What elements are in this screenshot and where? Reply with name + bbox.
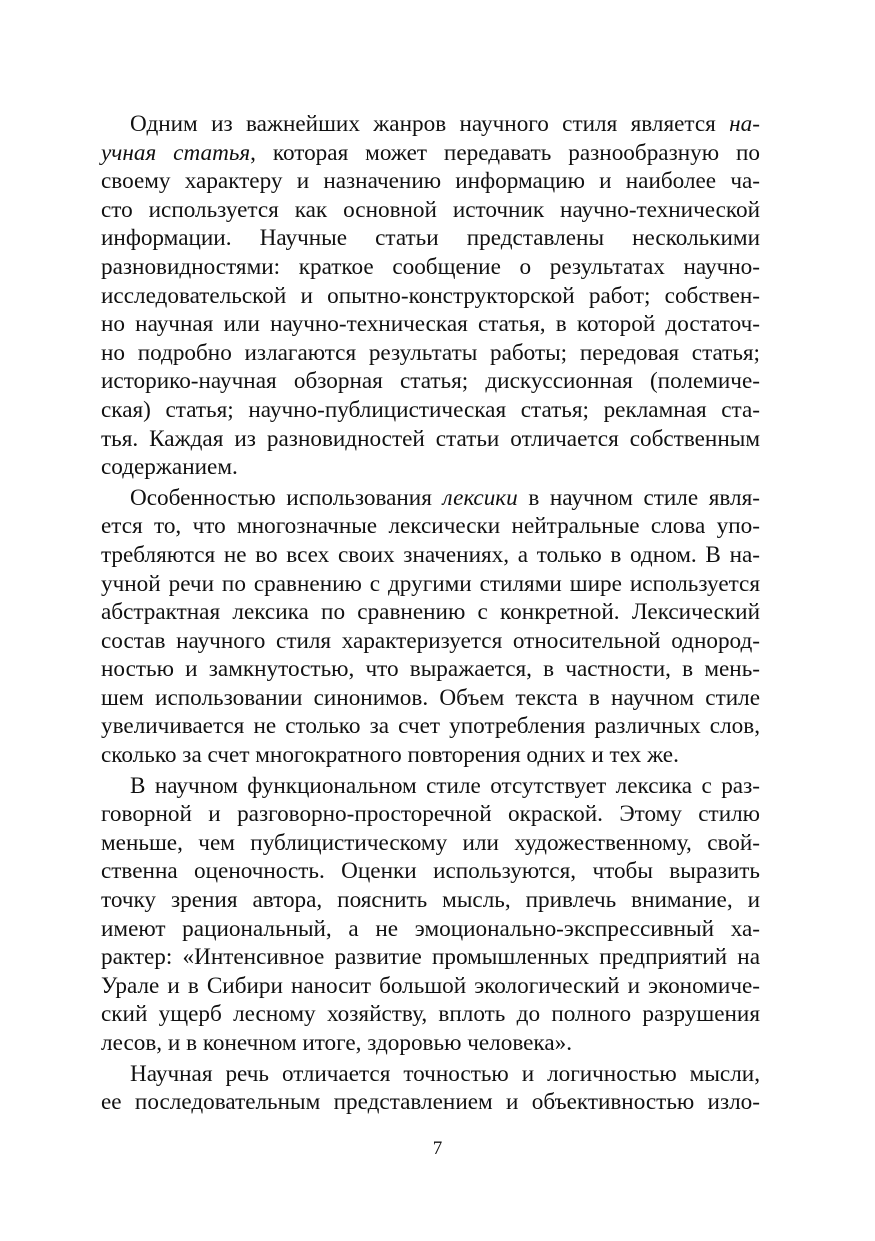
text-line: ский ущерб лесному хозяйству, вплоть до полного разрушения [101,1001,760,1028]
text-line: ская) статья; научно-публицистическая статья; рекламная ста- [101,396,760,423]
text-line: историко-научная обзорная статья; дискуссионная (полемиче- [101,368,760,395]
text-line: ственна оценочность. Оценки используются, чтобы выразить [101,858,760,885]
text-line: Урале и в Сибири наносит большой экологический и экономиче- [101,972,760,999]
text-line: тья. Каждая из разновидностей статьи отличается собственным [101,425,760,452]
text-line: разновидностями: краткое сообщение о результатах научно- [101,253,760,280]
text-line: меньше, чем публицистическому или художественному, свой- [101,829,760,856]
text-line: Особенностью использования лексики в научном стиле явля- [130,484,760,511]
paragraph [101,772,760,1058]
paragraph [101,1060,760,1117]
text-line: требляются не во всех своих значениях, а только в одном. В на- [101,541,760,568]
text-line: абстрактная лексика по сравнению с конкретной. Лексический [101,599,760,626]
text-line: своему характеру и назначению информацию и наиболее ча- [101,168,760,195]
text-line: рактер: «Интенсивное развитие промышленных предприятий на [101,944,760,971]
text-line: лесов, и в конечном итоге, здоровью человека». [101,1030,573,1056]
text-line: учной речи по сравнению с другими стилями шире используется [101,570,760,597]
text-line: ностью и замкнутостью, что выражается, в частности, в мень- [101,656,760,683]
text-line: учная статья, которая может передавать разнообразную по [101,139,761,166]
body-text [101,110,760,1117]
text-line: имеют рациональный, а не эмоционально-экспрессивный ха- [101,915,760,942]
text-line: Научная речь отличается точностью и логичностью мысли, [130,1060,760,1087]
text-line: ее последовательным представлением и объективностью изло- [101,1089,760,1116]
paragraph [101,484,760,770]
text-line: ется то, что многозначные лексически нейтральные слова упо- [101,513,760,540]
text-line: увеличивается не столько за счет употребления различных слов, [101,713,760,740]
text-line: сто используется как основной источник научно-технической [101,196,760,223]
text-line: информации. Научные статьи представлены несколькими [101,225,760,252]
page-number: 7 [432,1138,443,1159]
text-line: говорной и разговорно-просторечной окраской. Этому стилю [101,801,760,828]
text-line: но научная или научно-техническая статья, в которой достаточ- [101,311,760,338]
text-line: сколько за счет многократного повторения одних и тех же. [101,742,679,769]
text-line: исследовательской и опытно-конструкторской работ; собствен- [101,282,760,309]
text-line: содержанием. [101,454,238,481]
paragraph [101,110,760,482]
text-line: но подробно излагаются результаты работы; передовая статья; [101,339,760,366]
text-line: В научном функциональном стиле отсутствует лексика с раз- [130,772,760,799]
text-line: точку зрения автора, пояснить мысль, привлечь внимание, и [101,887,760,914]
text-line: Одним из важнейших жанров научного стиля является на- [130,111,760,137]
text-line: шем использовании синонимов. Объем текста в научном стиле [101,684,760,711]
text-line: состав научного стиля характеризуется относительной однород- [101,627,760,654]
